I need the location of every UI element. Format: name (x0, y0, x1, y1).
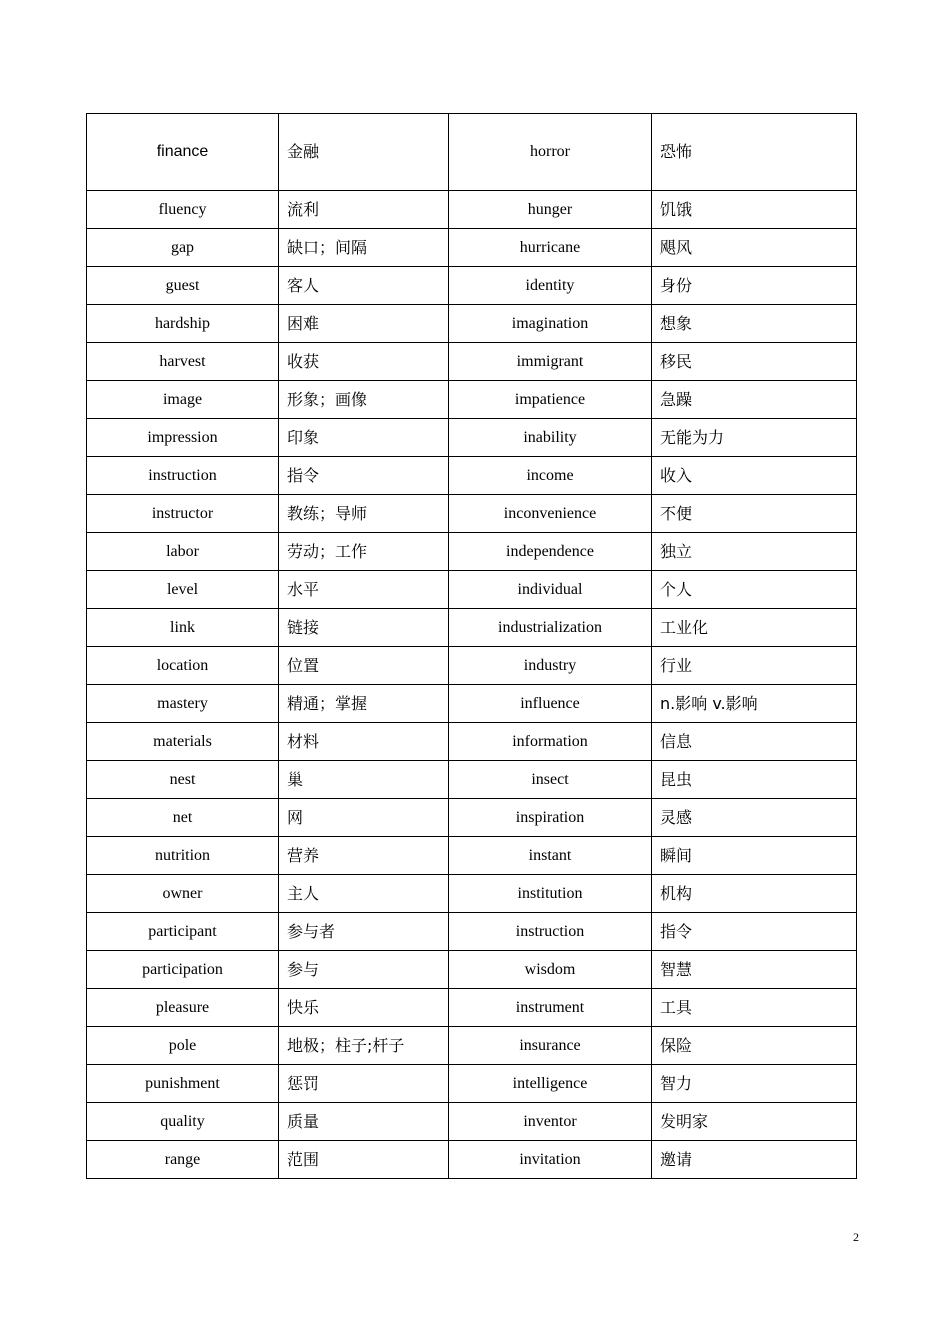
chinese-meaning-left: 劳动；工作 (279, 533, 449, 571)
chinese-meaning-right: 急躁 (652, 381, 857, 419)
english-word-left: punishment (87, 1065, 279, 1103)
english-word-left: finance (87, 114, 279, 191)
english-word-right: influence (449, 685, 652, 723)
chinese-meaning-left: 精通；掌握 (279, 685, 449, 723)
english-word-left: link (87, 609, 279, 647)
vocabulary-table (86, 113, 857, 1179)
english-word-left: hardship (87, 305, 279, 343)
chinese-meaning-right: 昆虫 (652, 761, 857, 799)
english-word-right: invitation (449, 1141, 652, 1179)
chinese-meaning-left: 水平 (279, 571, 449, 609)
table-row (87, 343, 857, 381)
english-word-right: insect (449, 761, 652, 799)
table-row (87, 191, 857, 229)
english-word-right: institution (449, 875, 652, 913)
english-word-left: harvest (87, 343, 279, 381)
chinese-meaning-right: 飓风 (652, 229, 857, 267)
chinese-meaning-right: 智力 (652, 1065, 857, 1103)
table-row (87, 457, 857, 495)
english-word-right: immigrant (449, 343, 652, 381)
table-row (87, 1103, 857, 1141)
english-word-left: fluency (87, 191, 279, 229)
table-row (87, 1065, 857, 1103)
chinese-meaning-left: 教练；导师 (279, 495, 449, 533)
english-word-left: location (87, 647, 279, 685)
english-word-right: industrialization (449, 609, 652, 647)
table-row (87, 1141, 857, 1179)
chinese-meaning-left: 网 (279, 799, 449, 837)
english-word-left: labor (87, 533, 279, 571)
table-row (87, 647, 857, 685)
english-word-right: inability (449, 419, 652, 457)
english-word-left: materials (87, 723, 279, 761)
english-word-left: instructor (87, 495, 279, 533)
chinese-meaning-left: 客人 (279, 267, 449, 305)
chinese-meaning-left: 范围 (279, 1141, 449, 1179)
english-word-left: participation (87, 951, 279, 989)
english-word-right: horror (449, 114, 652, 191)
chinese-meaning-left: 营养 (279, 837, 449, 875)
chinese-meaning-right: 机构 (652, 875, 857, 913)
table-row (87, 533, 857, 571)
english-word-right: individual (449, 571, 652, 609)
english-word-left: net (87, 799, 279, 837)
table-row (87, 761, 857, 799)
english-word-right: hurricane (449, 229, 652, 267)
table-row (87, 1027, 857, 1065)
english-word-right: identity (449, 267, 652, 305)
english-word-left: participant (87, 913, 279, 951)
chinese-meaning-right: 灵感 (652, 799, 857, 837)
chinese-meaning-right: 独立 (652, 533, 857, 571)
chinese-meaning-left: 参与 (279, 951, 449, 989)
table-row (87, 114, 857, 191)
chinese-meaning-right: 个人 (652, 571, 857, 609)
chinese-meaning-right: 邀请 (652, 1141, 857, 1179)
chinese-meaning-left: 印象 (279, 419, 449, 457)
english-word-left: range (87, 1141, 279, 1179)
chinese-meaning-left: 材料 (279, 723, 449, 761)
table-row (87, 875, 857, 913)
chinese-meaning-left: 巢 (279, 761, 449, 799)
chinese-meaning-right: 保险 (652, 1027, 857, 1065)
english-word-right: information (449, 723, 652, 761)
english-word-right: wisdom (449, 951, 652, 989)
english-word-left: impression (87, 419, 279, 457)
chinese-meaning-left: 质量 (279, 1103, 449, 1141)
english-word-right: inspiration (449, 799, 652, 837)
chinese-meaning-left: 流利 (279, 191, 449, 229)
english-word-right: inventor (449, 1103, 652, 1141)
table-row (87, 685, 857, 723)
chinese-meaning-left: 位置 (279, 647, 449, 685)
chinese-meaning-left: 金融 (279, 114, 449, 191)
english-word-left: quality (87, 1103, 279, 1141)
table-row (87, 913, 857, 951)
chinese-meaning-right: 工具 (652, 989, 857, 1027)
english-word-right: income (449, 457, 652, 495)
english-word-left: level (87, 571, 279, 609)
chinese-meaning-right: 移民 (652, 343, 857, 381)
chinese-meaning-right: 智慧 (652, 951, 857, 989)
english-word-right: instant (449, 837, 652, 875)
english-word-left: pleasure (87, 989, 279, 1027)
table-row (87, 799, 857, 837)
table-row (87, 837, 857, 875)
chinese-meaning-right: 想象 (652, 305, 857, 343)
table-row (87, 989, 857, 1027)
english-word-right: impatience (449, 381, 652, 419)
chinese-meaning-right: 信息 (652, 723, 857, 761)
chinese-meaning-right: 身份 (652, 267, 857, 305)
chinese-meaning-right: 指令 (652, 913, 857, 951)
chinese-meaning-left: 困难 (279, 305, 449, 343)
english-word-right: hunger (449, 191, 652, 229)
chinese-meaning-right: 不便 (652, 495, 857, 533)
chinese-meaning-left: 形象；画像 (279, 381, 449, 419)
table-row (87, 229, 857, 267)
chinese-meaning-right: 无能为力 (652, 419, 857, 457)
english-word-right: inconvenience (449, 495, 652, 533)
english-word-left: nutrition (87, 837, 279, 875)
table-row (87, 419, 857, 457)
english-word-left: mastery (87, 685, 279, 723)
page-number: 2 (853, 1230, 859, 1244)
table-row (87, 495, 857, 533)
table-row (87, 381, 857, 419)
chinese-meaning-left: 参与者 (279, 913, 449, 951)
chinese-meaning-right: n.影响 v.影响 (652, 685, 857, 723)
table-row (87, 267, 857, 305)
chinese-meaning-left: 指令 (279, 457, 449, 495)
english-word-right: insurance (449, 1027, 652, 1065)
english-word-left: instruction (87, 457, 279, 495)
english-word-left: nest (87, 761, 279, 799)
english-word-right: intelligence (449, 1065, 652, 1103)
chinese-meaning-right: 发明家 (652, 1103, 857, 1141)
chinese-meaning-left: 主人 (279, 875, 449, 913)
english-word-right: instruction (449, 913, 652, 951)
chinese-meaning-left: 惩罚 (279, 1065, 449, 1103)
table-row (87, 723, 857, 761)
english-word-left: gap (87, 229, 279, 267)
chinese-meaning-left: 地极；柱子;杆子 (279, 1027, 449, 1065)
english-word-right: independence (449, 533, 652, 571)
english-word-right: industry (449, 647, 652, 685)
chinese-meaning-left: 链接 (279, 609, 449, 647)
chinese-meaning-left: 快乐 (279, 989, 449, 1027)
chinese-meaning-right: 行业 (652, 647, 857, 685)
chinese-meaning-right: 工业化 (652, 609, 857, 647)
chinese-meaning-right: 饥饿 (652, 191, 857, 229)
table-row (87, 571, 857, 609)
english-word-right: imagination (449, 305, 652, 343)
table-row (87, 951, 857, 989)
table-row (87, 609, 857, 647)
chinese-meaning-right: 收入 (652, 457, 857, 495)
table-row (87, 305, 857, 343)
english-word-left: guest (87, 267, 279, 305)
english-word-right: instrument (449, 989, 652, 1027)
chinese-meaning-left: 收获 (279, 343, 449, 381)
chinese-meaning-right: 瞬间 (652, 837, 857, 875)
english-word-left: pole (87, 1027, 279, 1065)
english-word-left: image (87, 381, 279, 419)
chinese-meaning-right: 恐怖 (652, 114, 857, 191)
english-word-left: owner (87, 875, 279, 913)
vocabulary-table-body (87, 114, 857, 1179)
chinese-meaning-left: 缺口；间隔 (279, 229, 449, 267)
